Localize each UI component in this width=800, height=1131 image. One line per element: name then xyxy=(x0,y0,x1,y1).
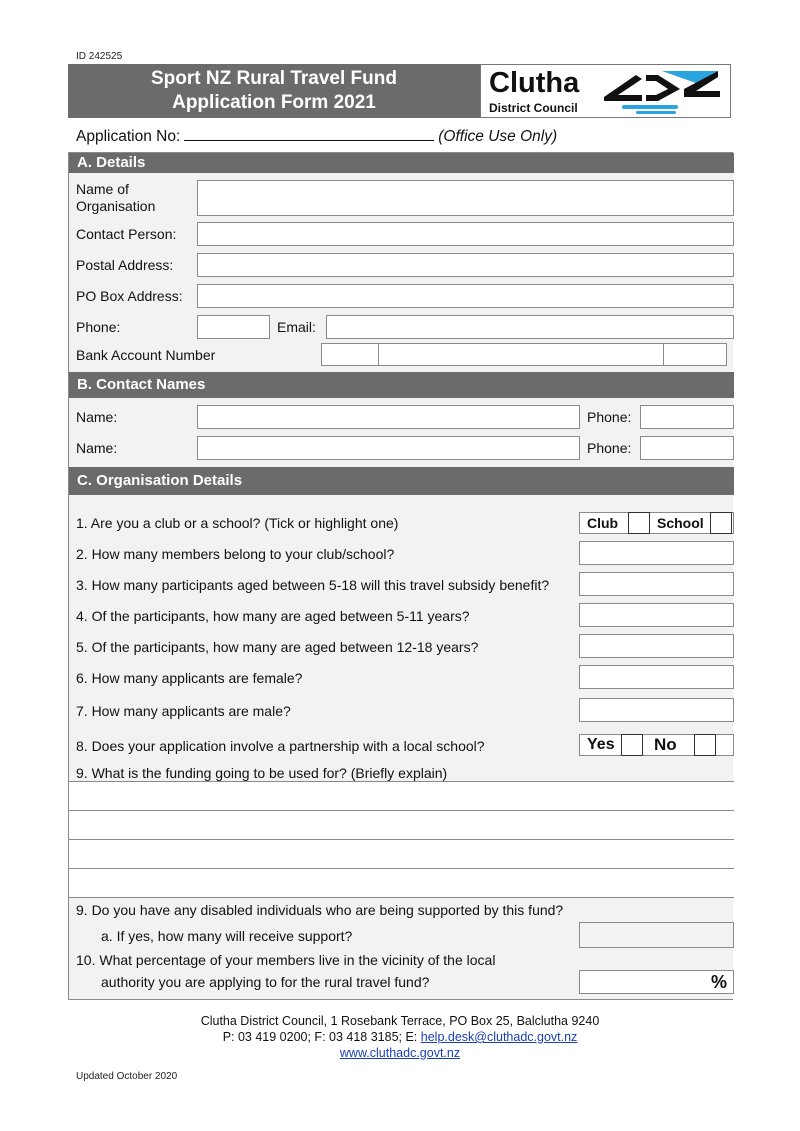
q9-text: 9. What is the funding going to be used for? (Briefly explain) xyxy=(76,765,448,781)
contact-name-1-input[interactable] xyxy=(197,405,580,429)
q5-input[interactable] xyxy=(579,634,734,658)
q10-text-line2: authority you are applying to for the rural travel fund? xyxy=(101,974,430,990)
q5-text: 5. Of the participants, how many are aged between 12-18 years? xyxy=(76,639,479,655)
title-line-1: Sport NZ Rural Travel Fund xyxy=(151,68,397,89)
org-name-input[interactable] xyxy=(197,180,734,216)
po-box-input[interactable] xyxy=(197,284,734,308)
org-name-label-line2: Organisation xyxy=(76,198,156,214)
council-logo xyxy=(480,64,731,118)
phone-label: Phone: xyxy=(76,319,121,335)
q4-text: 4. Of the participants, how many are aged between 5-11 years? xyxy=(76,608,470,624)
q9a-input[interactable] xyxy=(579,922,734,948)
yes-option-label: Yes xyxy=(587,736,615,753)
footer-email-link[interactable]: help.desk@cluthadc.govt.nz xyxy=(420,1030,578,1044)
q4-input[interactable] xyxy=(579,603,734,627)
section-c-heading: C. Organisation Details xyxy=(69,467,734,495)
org-name-label-line1: Name of xyxy=(76,181,129,197)
phone-input[interactable] xyxy=(197,315,270,339)
q8-options xyxy=(579,734,734,756)
footer-contact xyxy=(0,1029,800,1045)
no-checkbox[interactable] xyxy=(694,734,716,756)
club-checkbox[interactable] xyxy=(628,512,650,534)
bank-account-part2-input[interactable] xyxy=(378,343,664,366)
section-b-heading: B. Contact Names xyxy=(69,372,734,398)
disabled-question-text: 9. Do you have any disabled individuals who are being supported by this fund? xyxy=(76,902,564,918)
q10-input[interactable] xyxy=(579,970,734,994)
q1-text: 1. Are you a club or a school? (Tick or highlight one) xyxy=(76,515,399,531)
q2-text: 2. How many members belong to your club/school? xyxy=(76,546,395,562)
q8-text: 8. Does your application involve a partnership with a local school? xyxy=(76,738,485,754)
q7-text: 7. How many applicants are male? xyxy=(76,703,291,719)
club-option-label: Club xyxy=(587,515,619,531)
application-number-label: Application No: xyxy=(76,128,181,145)
contact-phone-2-input[interactable] xyxy=(640,436,734,460)
org-name-label xyxy=(76,181,155,215)
percent-suffix: % xyxy=(710,972,727,992)
contact-name-1-label: Name: xyxy=(76,409,118,425)
logo-subtitle: District Council xyxy=(489,101,578,115)
q10-text-line1: 10. What percentage of your members live in the vicinity of the local xyxy=(76,952,496,968)
contact-phone-1-label: Phone: xyxy=(587,409,632,425)
footer-website xyxy=(0,1045,800,1061)
no-option-label: No xyxy=(654,735,677,754)
title-line-2: Application Form 2021 xyxy=(172,92,376,113)
q9-answer-line-3[interactable] xyxy=(69,839,734,868)
q3-text: 3. How many participants aged between 5-18 will this travel subsidy benefit? xyxy=(76,577,550,593)
postal-address-label: Postal Address: xyxy=(76,257,174,273)
email-input[interactable] xyxy=(326,315,734,339)
yes-checkbox[interactable] xyxy=(621,734,643,756)
q2-input[interactable] xyxy=(579,541,734,565)
contact-person-input[interactable] xyxy=(197,222,734,246)
bank-account-part1-input[interactable] xyxy=(321,343,379,366)
q9a-text: a. If yes, how many will receive support? xyxy=(101,928,353,944)
bank-account-label: Bank Account Number xyxy=(76,347,216,363)
document-id: ID 242525 xyxy=(76,51,123,62)
contact-name-2-input[interactable] xyxy=(197,436,580,460)
q9-answer-line-2[interactable] xyxy=(69,810,734,839)
q1-options xyxy=(579,512,734,534)
contact-person-label: Contact Person: xyxy=(76,226,177,242)
school-checkbox[interactable] xyxy=(710,512,732,534)
q9-answer-line-4[interactable] xyxy=(69,868,734,898)
updated-date: Updated October 2020 xyxy=(76,1071,178,1082)
application-number-field[interactable] xyxy=(184,126,434,141)
po-box-label: PO Box Address: xyxy=(76,288,183,304)
footer-address: Clutha District Council, 1 Rosebank Terrace, PO Box 25, Balclutha 9240 xyxy=(200,1014,600,1028)
cdc-logo-icon xyxy=(596,67,724,117)
q9-answer-line-1[interactable] xyxy=(69,781,734,810)
contact-phone-1-input[interactable] xyxy=(640,405,734,429)
bank-account-part3-input[interactable] xyxy=(663,343,727,366)
q7-input[interactable] xyxy=(579,698,734,722)
application-number xyxy=(76,126,557,146)
contact-phone-2-label: Phone: xyxy=(587,440,632,456)
section-a-heading: A. Details xyxy=(69,153,734,173)
logo-name: Clutha xyxy=(489,67,580,99)
q6-text: 6. How many applicants are female? xyxy=(76,670,303,686)
footer-website-link[interactable]: www.cluthadc.govt.nz xyxy=(339,1046,461,1060)
q3-input[interactable] xyxy=(579,572,734,596)
q6-input[interactable] xyxy=(579,665,734,689)
office-use-note: (Office Use Only) xyxy=(438,128,558,145)
postal-address-input[interactable] xyxy=(197,253,734,277)
contact-name-2-label: Name: xyxy=(76,440,118,456)
footer-phone-fax: P: 03 419 0200; F: 03 418 3185; E: xyxy=(222,1030,421,1044)
school-option-label: School xyxy=(657,515,704,531)
application-form xyxy=(68,152,733,1000)
form-title xyxy=(68,64,480,118)
email-label: Email: xyxy=(277,319,316,335)
